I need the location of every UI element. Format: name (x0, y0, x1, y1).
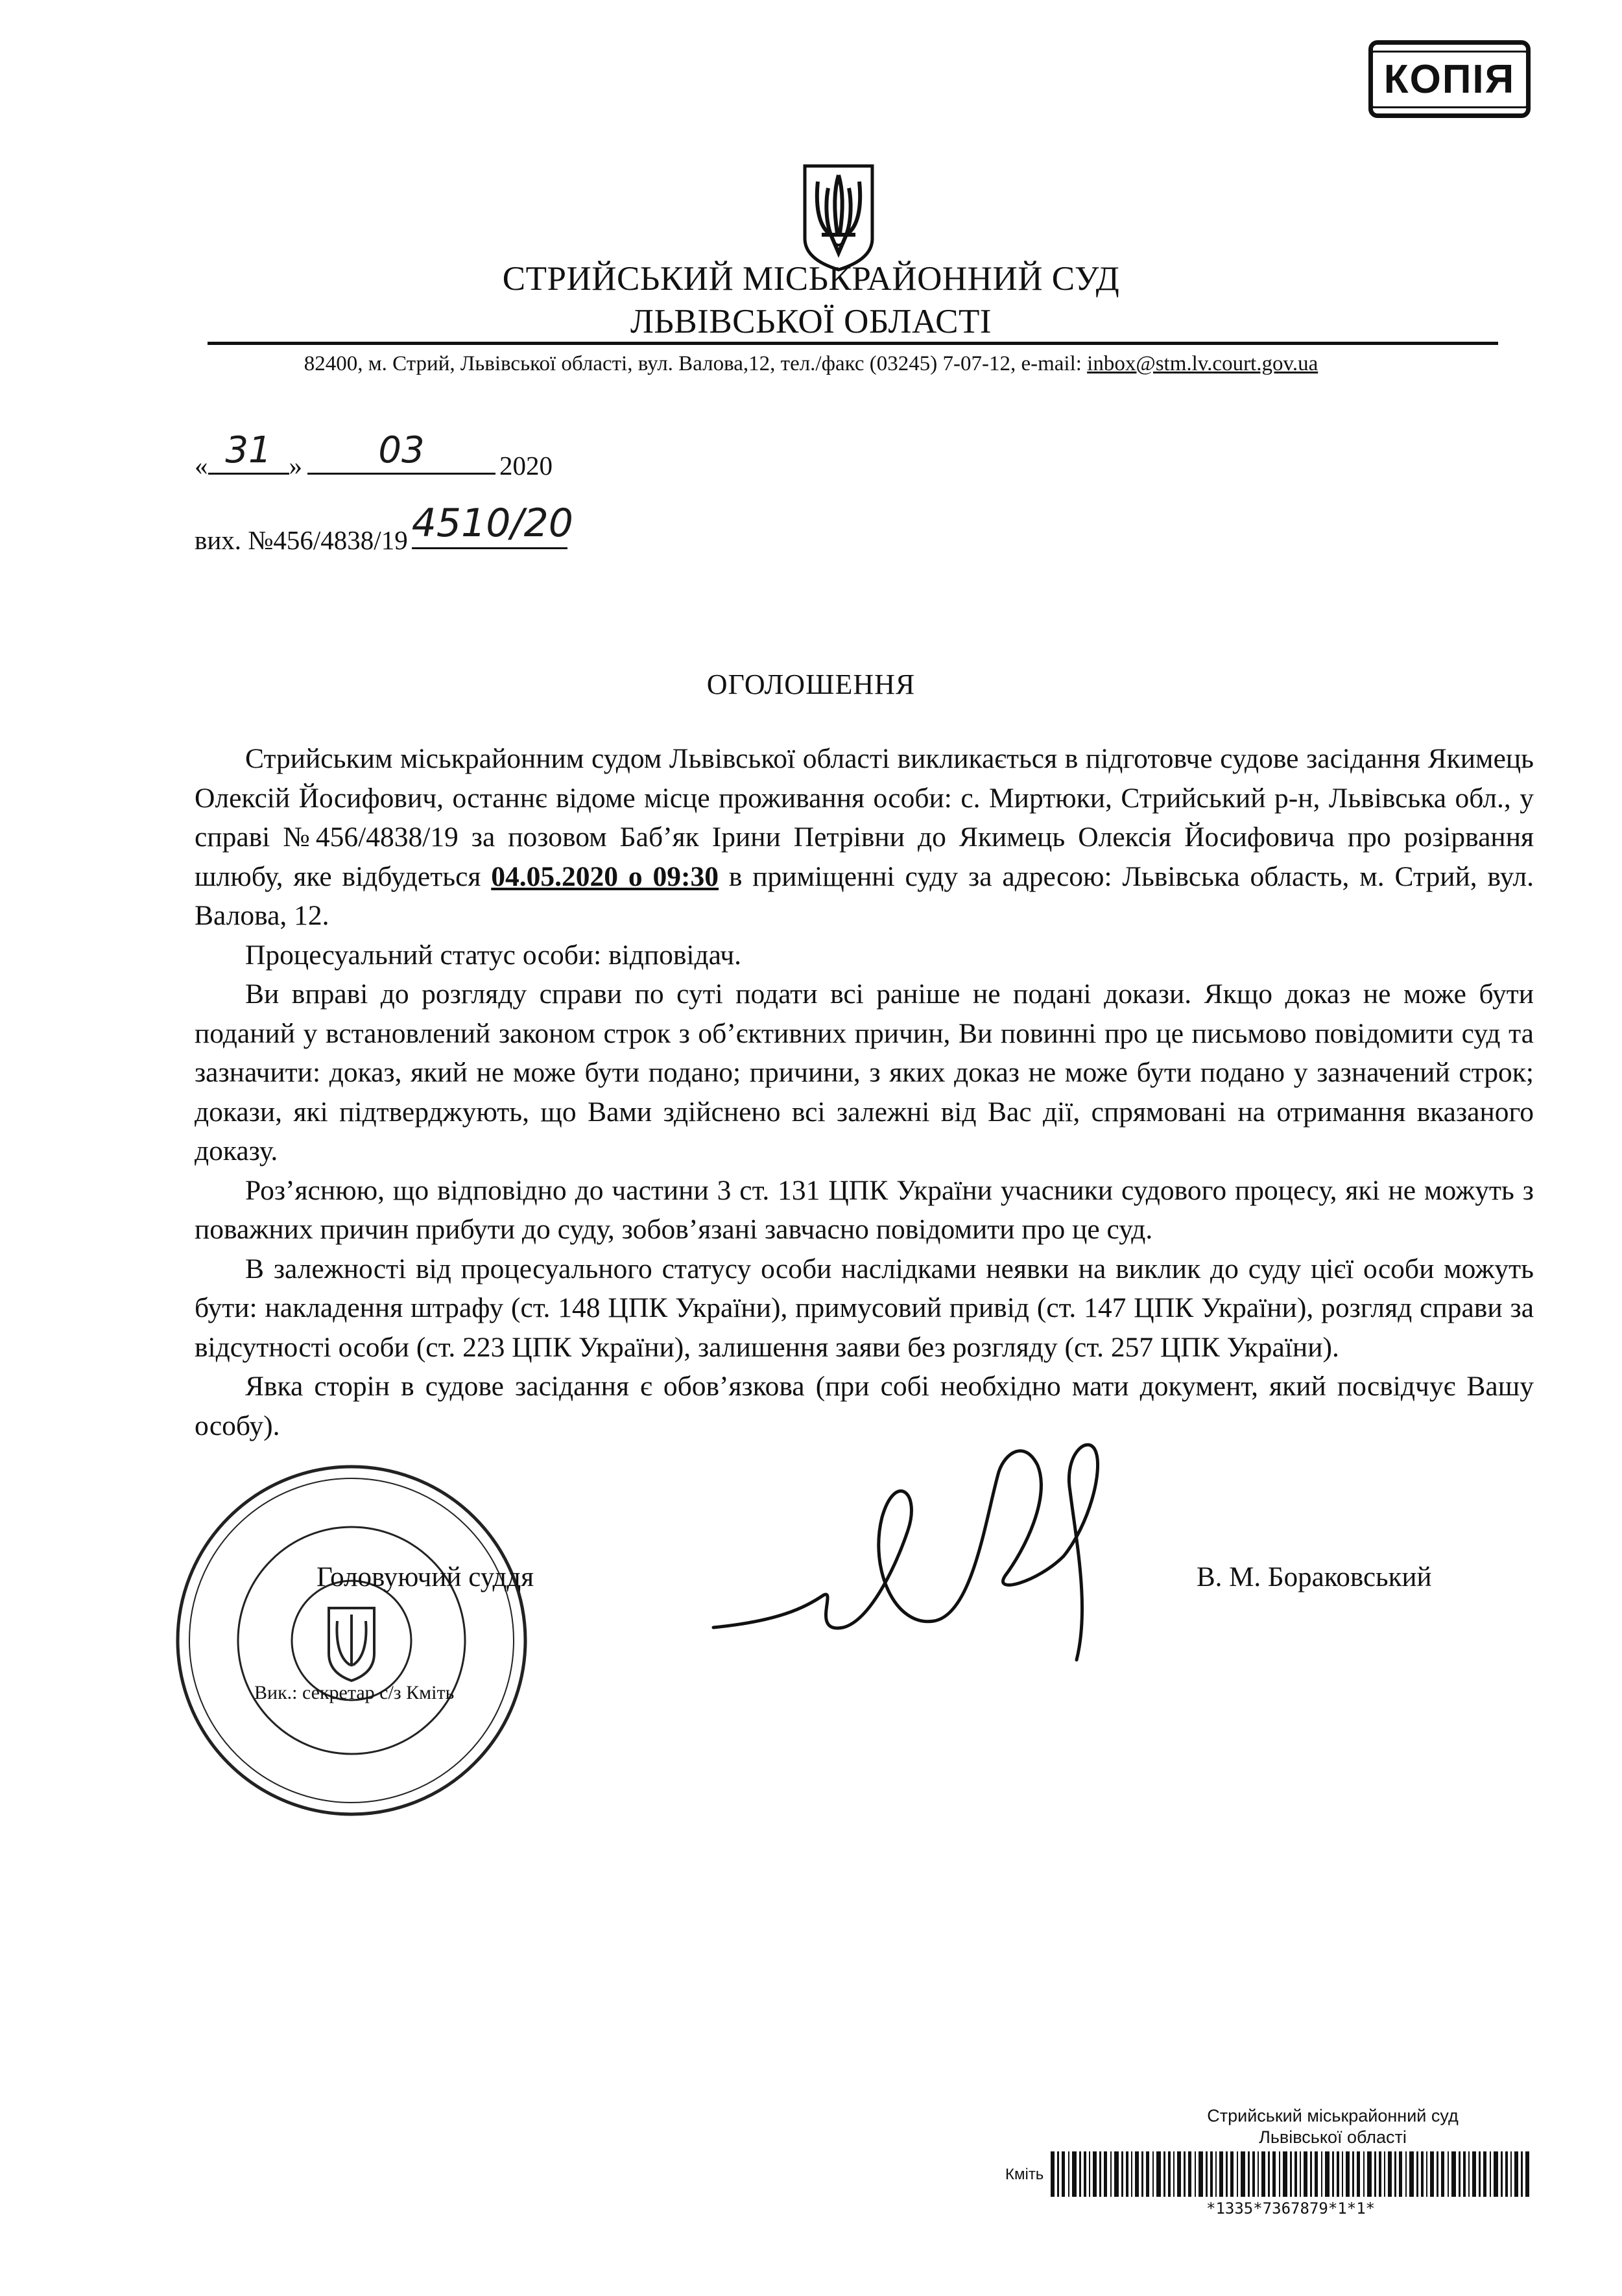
paragraph-summons (195, 739, 1534, 936)
copy-stamp-label: КОПІЯ (1369, 51, 1530, 108)
copy-stamp (1368, 40, 1531, 118)
paragraph-status: Процесуальний статус особи: відповідач. (245, 939, 741, 971)
date-month-handwritten: 03 (378, 429, 425, 471)
summons-location: в приміщенні суду за адресою: Львівська область, м. Стрий, вул. Валова, 12. (195, 860, 1534, 931)
court-address: 82400, м. Стрий, Львівської області, вул. Валова,12, тел./факс (03245) 7-07-12, e-mail: (304, 352, 1088, 375)
paragraph-attendance: Явка сторін в судове засідання є обов’язкова (при собі необхідно мати документ, який посвідчує Вашу особу). (195, 1371, 1534, 1441)
outgoing-number-blank (411, 501, 573, 549)
paragraph-notice: Роз’яснюю, що відповідно до частини 3 ст. 131 ЦПК України учасники судового процесу, які не можуть з поважних причин прибути до суду, зобов’язані завчасно повідомити про це суд. (195, 1174, 1534, 1245)
announcement-body (195, 739, 1534, 1445)
trident-emblem-icon (800, 162, 877, 272)
barcode-number: *1335*7367879*1*1* (1206, 2199, 1376, 2218)
footer-court-line2: Львівської області (1259, 2127, 1407, 2147)
date-open-quote: « (195, 451, 208, 480)
document-date (195, 429, 553, 481)
document-barcode (1051, 2151, 1531, 2197)
presiding-judge-title: Головуючий суддя (316, 1562, 534, 1592)
judge-name: В. М. Бораковський (1197, 1562, 1432, 1592)
court-contact-line (0, 352, 1622, 376)
date-day-blank (208, 429, 289, 475)
court-name-line1: СТРИЙСЬКИЙ МІСЬКРАЙОННИЙ СУД (502, 260, 1120, 298)
outgoing-number-prefix: вих. №456/4838/19 (195, 525, 408, 555)
barcode-prefix: Кміть (1005, 2166, 1044, 2183)
court-name-line2: ЛЬВІВСЬКОЇ ОБЛАСТІ (630, 303, 992, 340)
header-divider (208, 342, 1498, 345)
outgoing-number (195, 501, 573, 556)
date-close-quote: » (289, 451, 302, 480)
court-email-link[interactable]: inbox@stm.lv.court.gov.ua (1087, 352, 1318, 375)
secretary-line: Вик.: секретар с/з Кміть (254, 1682, 455, 1703)
court-seal-stamp (170, 1459, 533, 1822)
date-month-blank (307, 429, 495, 475)
outgoing-number-handwritten: 4510/20 (411, 501, 573, 546)
paragraph-consequences: В залежності від процесуального статусу особи наслідками неявки на виклик до суду цієї особи можуть бути: накладення штрафу (ст. 148 ЦПК України), примусовий привід (ст. 147 ЦПК України), розгляд справи за відсутності особи (ст. 223 ЦПК України), залишення заяви без розгляду (ст. 257 ЦПК України). (195, 1253, 1534, 1363)
document-heading: ОГОЛОШЕННЯ (706, 669, 916, 700)
paragraph-evidence: Ви вправі до розгляду справи по суті подати всі раніше не подані докази. Якщо доказ не може бути поданий у встановлений законом строк з об’єктивних причин, Ви повинні про це письмово повідомити суд та зазначити: доказ, який не може бути подано; причини, з яких доказ не може бути подано у зазначений строк; докази, які підтверджують, що Вами здійснено всі залежні від Вас дії, спрямовані на отримання вказаного доказу. (195, 978, 1534, 1166)
footer-court-name (1164, 2105, 1501, 2148)
hearing-datetime: 04.05.2020 о 09:30 (491, 860, 719, 892)
date-day-handwritten: 31 (225, 429, 272, 471)
summons-text: Стрийським міськрайонним судом Львівської області викликається в підготовче судове засідання Якимець Олексій Йосифович, останнє відоме місце проживання особи: с. Миртюки, Стрийський р-н, Львівська обл., у справі №456/4838/19 за позовом Баб’як Ірини Петрівни до Якимець Олексія Йосифовича про розірвання шлюбу, яке відбудеться (195, 743, 1534, 892)
judge-signature (700, 1414, 1167, 1692)
footer-court-line1: Стрийський міськрайонний суд (1207, 2106, 1459, 2125)
date-year: 2020 (499, 451, 553, 480)
